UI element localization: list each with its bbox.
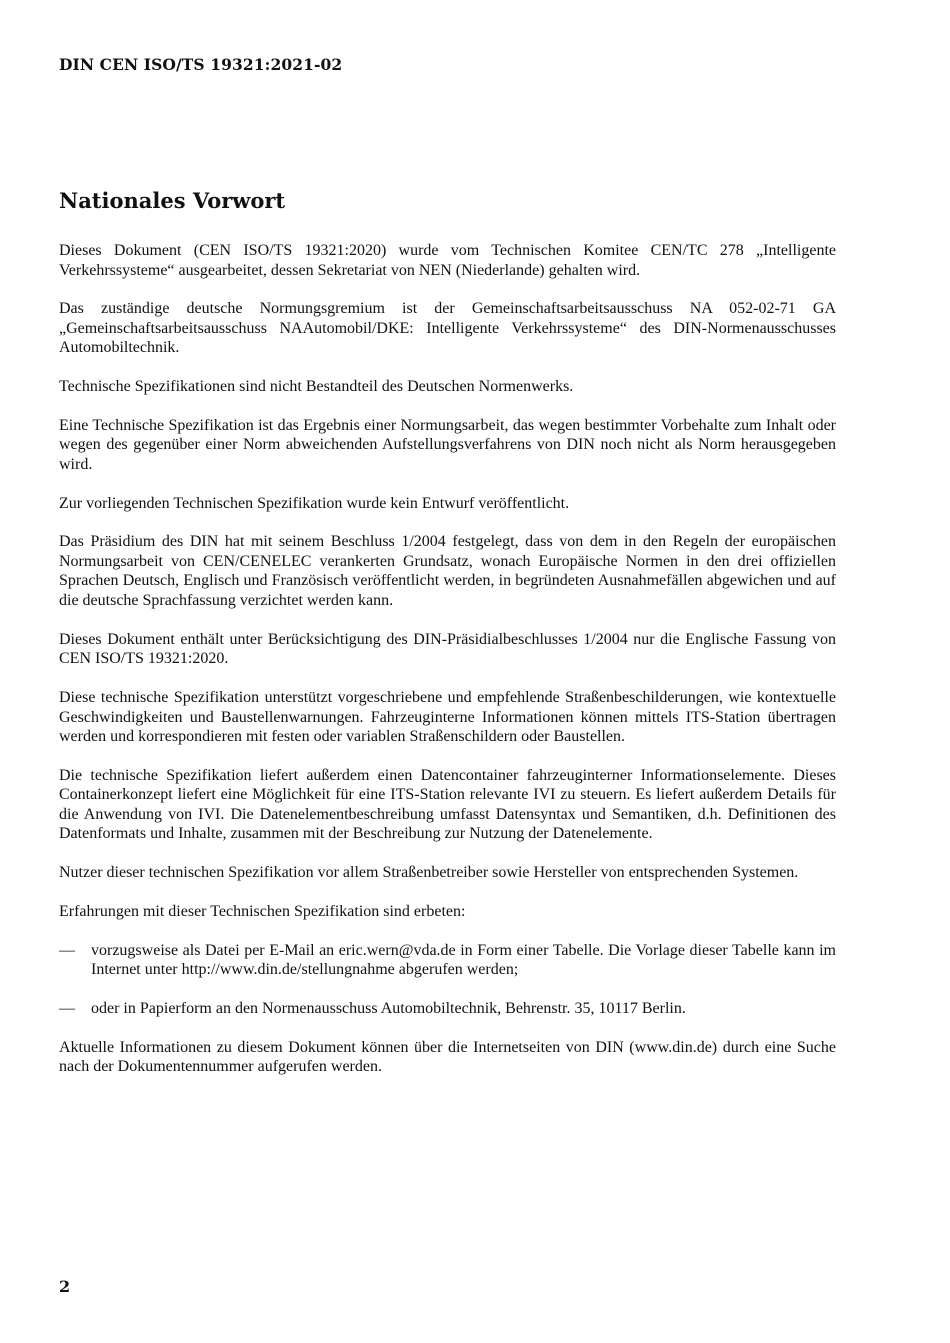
list-item-text: vorzugsweise als Datei per E-Mail an eric.wern@vda.de in Form einer Tabelle. Die Vorlage dieser Tabelle kann im Internet unter http://www.din.de/stellungnahme abgerufen werden; <box>91 941 836 979</box>
list-item-text: oder in Papierform an den Normenausschuss Automobiltechnik, Behrenstr. 35, 10117 Berlin. <box>91 1000 686 1018</box>
paragraph-feedback-intro: Erfahrungen mit dieser Technischen Spezifikation sind erbeten: <box>59 902 466 920</box>
document-identifier: DIN CEN ISO/TS 19321:2021-02 <box>59 55 343 74</box>
paragraph-english-version: Dieses Dokument enthält unter Berücksichtigung des DIN-Präsidialbeschlusses 1/2004 nur die Englische Fassung von CEN ISO/TS 19321:2020. <box>59 630 836 668</box>
page-title: Nationales Vorwort <box>59 188 286 213</box>
paragraph-presidium-decision: Das Präsidium des DIN hat mit seinem Beschluss 1/2004 festgelegt, dass von dem in den Regeln der europäischen Normungsarbeit von CEN/CENELEC verankerten Grundsatz, wonach Europäische Normen in den drei offiziellen Sprachen Deutsch, Englisch und Französisch veröffentlicht werden, in begründeten Ausnahmefällen abgewichen und auf die deutsche Sprachfassung verzichtet werden kann. <box>59 533 836 609</box>
list-item-paper <box>59 999 836 1019</box>
paragraph-standards-body: Das zuständige deutsche Normungsgremium ist der Gemeinschaftsarbeitsausschuss NA 052-02-71 GA „Gemeinschaftsarbeitsausschuss NAAutomobil/DKE: Intelligente Verkehrssysteme“ des DIN-Normenausschusses Automobiltechnik. <box>59 300 836 357</box>
paragraph-road-signage: Diese technische Spezifikation unterstützt vorgeschriebene und empfehlende Straßenbeschilderungen, wie kontextuelle Geschwindigkeiten und Baustellenwarnungen. Fahrzeuginterne Informationen können mittels ITS-Station übertragen werden und korrespondieren mit festen oder variablen Straßenschildern oder Baustellen. <box>59 689 836 746</box>
paragraph-committee: Dieses Dokument (CEN ISO/TS 19321:2020) wurde vom Technischen Komitee CEN/TC 278 „Intelligente Verkehrssysteme“ ausgearbeitet, dessen Sekretariat von NEN (Niederlande) gehalten wird. <box>59 242 836 279</box>
paragraph-definition: Eine Technische Spezifikation ist das Ergebnis einer Normungsarbeit, das wegen bestimmter Vorbehalte zum Inhalt oder wegen des gegenüber einer Norm abweichenden Aufstellungsverfahrens von DIN noch nicht als Norm herausgegeben wird. <box>59 416 836 473</box>
paragraph-current-information: Aktuelle Informationen zu diesem Dokument können über die Internetseiten von DIN (www.din.de) durch eine Suche nach der Dokumentennummer aufgerufen werden. <box>59 1038 836 1076</box>
paragraph-data-container: Die technische Spezifikation liefert außerdem einen Datencontainer fahrzeuginterner Informationselemente. Dieses Containerkonzept liefert eine Möglichkeit für eine ITS-Station relevante IVI zu steuern. Es liefert außerdem Details für die Anwendung von IVI. Die Datenelementbeschreibung umfasst Datensyntax und Semantiken, d.h. Definitionen des Datenformats und Inhalte, zusammen mit der Beschreibung zur Nutzung der Datenelemente. <box>59 766 836 843</box>
paragraph-no-draft: Zur vorliegenden Technischen Spezifikation wurde kein Entwurf veröffentlicht. <box>59 494 570 512</box>
paragraph-not-part-of-standards: Technische Spezifikationen sind nicht Bestandteil des Deutschen Normenwerks. <box>59 378 574 396</box>
dash-marker: — <box>59 1000 75 1018</box>
paragraph-users: Nutzer dieser technischen Spezifikation vor allem Straßenbetreiber sowie Hersteller von entsprechenden Systemen. <box>59 864 799 882</box>
list-item-email <box>59 941 836 980</box>
page-number: 2 <box>59 1277 71 1296</box>
dash-marker: — <box>59 941 75 959</box>
foreword-body <box>59 241 836 1096</box>
